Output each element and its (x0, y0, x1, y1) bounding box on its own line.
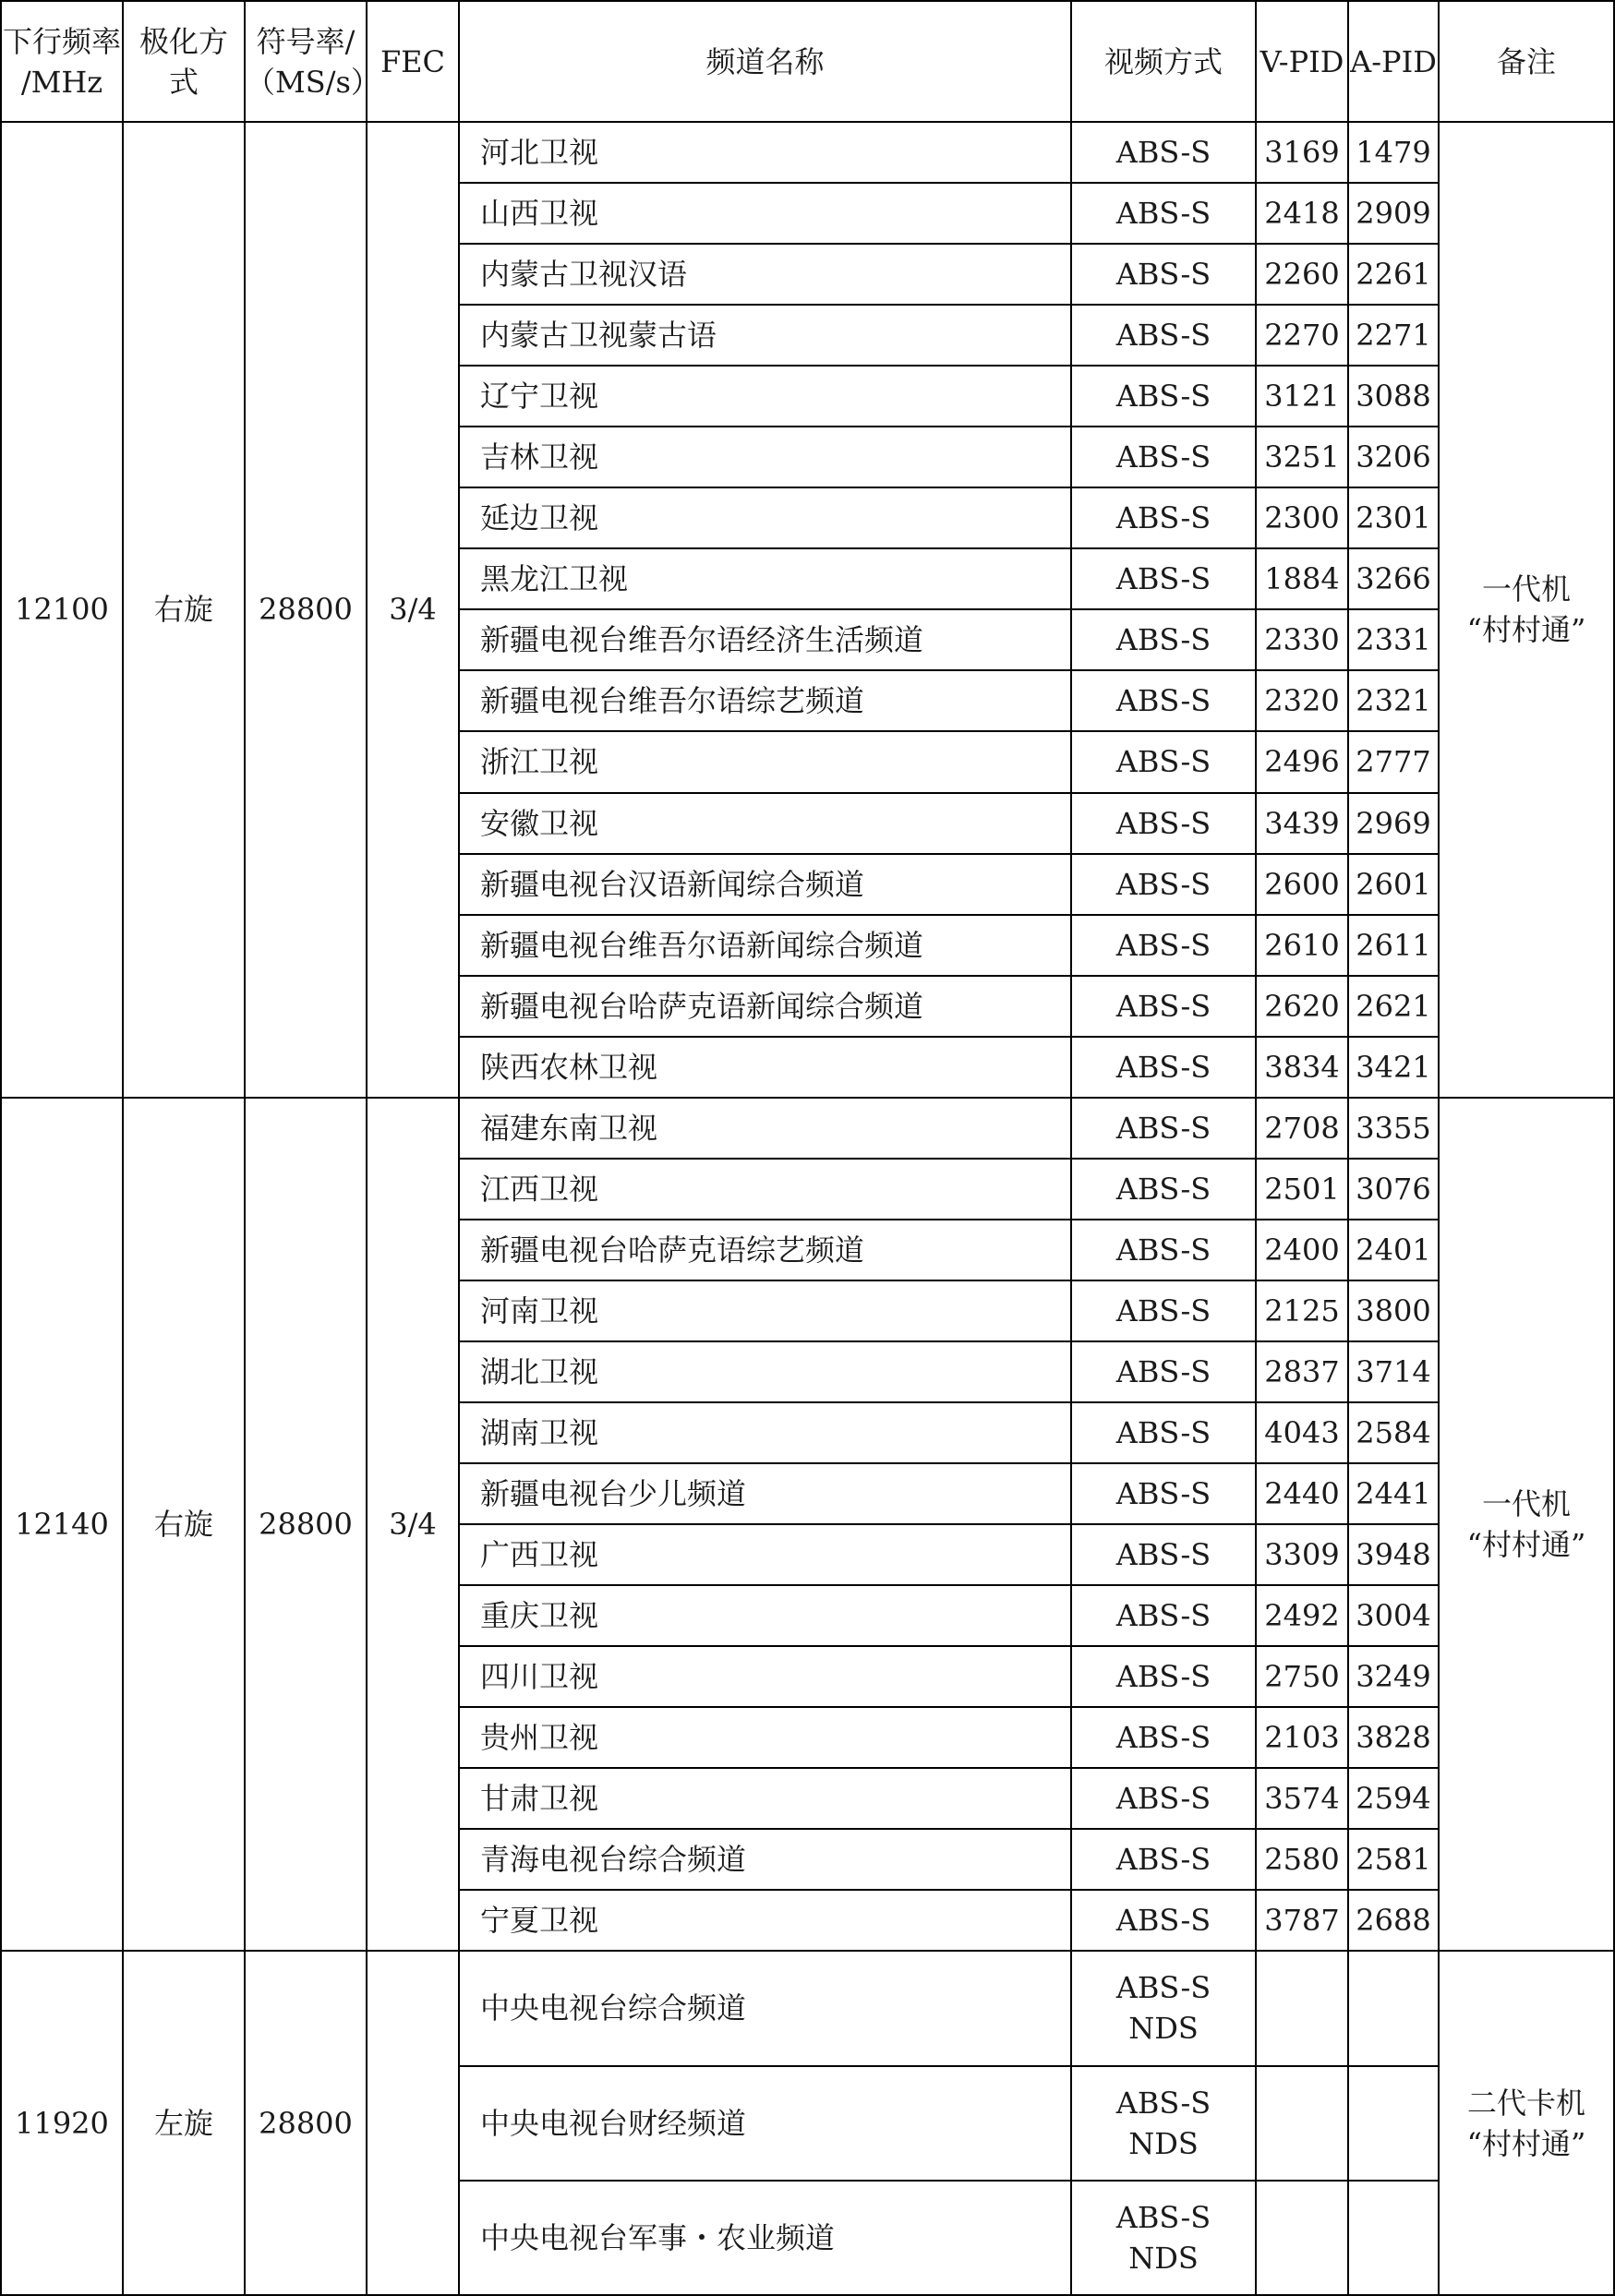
video-mode-cell: ABS-S (1071, 1280, 1256, 1341)
table-row (1, 1951, 1614, 2065)
note-cell: 一代机 “村村通” (1439, 1098, 1614, 1952)
v-pid-cell: 2260 (1256, 244, 1348, 305)
polarization-cell: 左旋 (123, 1951, 245, 2295)
video-mode-cell: ABS-S (1071, 854, 1256, 915)
video-mode-cell: ABS-S (1071, 1220, 1256, 1280)
video-mode-cell: ABS-S (1071, 1341, 1256, 1402)
channel-name-cell: 青海电视台综合频道 (459, 1829, 1071, 1890)
header-note: 备注 (1439, 1, 1614, 122)
a-pid-cell: 2969 (1348, 793, 1439, 854)
v-pid-cell: 2125 (1256, 1280, 1348, 1341)
video-mode-cell: ABS-S (1071, 1768, 1256, 1829)
v-pid-cell: 2300 (1256, 487, 1348, 548)
v-pid-cell: 2320 (1256, 670, 1348, 731)
header-channel-name: 频道名称 (459, 1, 1071, 122)
channel-name-cell: 新疆电视台哈萨克语新闻综合频道 (459, 976, 1071, 1037)
video-mode-cell: ABS-S (1071, 731, 1256, 792)
a-pid-cell: 2301 (1348, 487, 1439, 548)
v-pid-cell: 3309 (1256, 1524, 1348, 1585)
video-mode-cell: ABS-S (1071, 1890, 1256, 1951)
video-mode-cell: ABS-S (1071, 305, 1256, 366)
video-mode-cell: ABS-S (1071, 670, 1256, 731)
header-fec: FEC (367, 1, 459, 122)
channel-name-cell: 中央电视台财经频道 (459, 2066, 1071, 2181)
channel-name-cell: 辽宁卫视 (459, 366, 1071, 427)
fec-cell: 3/4 (367, 1098, 459, 1952)
video-mode-cell: ABS-S (1071, 548, 1256, 609)
a-pid-cell: 2601 (1348, 854, 1439, 915)
v-pid-cell (1256, 2066, 1348, 2181)
v-pid-cell: 3121 (1256, 366, 1348, 427)
video-mode-cell: ABS-S (1071, 1159, 1256, 1220)
symbol-rate-cell: 28800 (245, 1951, 367, 2295)
video-mode-cell: ABS-S (1071, 1585, 1256, 1646)
v-pid-cell: 2400 (1256, 1220, 1348, 1280)
a-pid-cell: 3249 (1348, 1646, 1439, 1707)
a-pid-cell: 3206 (1348, 427, 1439, 487)
header-v-pid: V-PID (1256, 1, 1348, 122)
channel-name-cell: 延边卫视 (459, 487, 1071, 548)
fec-cell (367, 1951, 459, 2295)
freq-cell: 11920 (1, 1951, 123, 2295)
a-pid-cell: 2441 (1348, 1463, 1439, 1524)
note-cell: 二代卡机 “村村通” (1439, 1951, 1614, 2295)
video-mode-cell: ABS-S (1071, 1098, 1256, 1159)
v-pid-cell: 4043 (1256, 1402, 1348, 1463)
table-row (1, 122, 1614, 183)
fec-cell: 3/4 (367, 122, 459, 1098)
a-pid-cell: 2688 (1348, 1890, 1439, 1951)
channel-name-cell: 安徽卫视 (459, 793, 1071, 854)
v-pid-cell (1256, 1951, 1348, 2065)
channel-name-cell: 中央电视台综合频道 (459, 1951, 1071, 2065)
channel-name-cell: 吉林卫视 (459, 427, 1071, 487)
video-mode-cell: ABS-S (1071, 183, 1256, 244)
v-pid-cell: 2496 (1256, 731, 1348, 792)
note-cell: 一代机 “村村通” (1439, 122, 1614, 1098)
a-pid-cell: 3421 (1348, 1037, 1439, 1098)
polarization-cell: 右旋 (123, 1098, 245, 1952)
channel-name-cell: 新疆电视台汉语新闻综合频道 (459, 854, 1071, 915)
video-mode-cell: ABS-S (1071, 1707, 1256, 1768)
channel-name-cell: 山西卫视 (459, 183, 1071, 244)
video-mode-cell: ABS-S (1071, 487, 1256, 548)
channel-name-cell: 甘肃卫视 (459, 1768, 1071, 1829)
v-pid-cell: 2103 (1256, 1707, 1348, 1768)
a-pid-cell: 3948 (1348, 1524, 1439, 1585)
video-mode-cell: ABS-S (1071, 366, 1256, 427)
a-pid-cell: 2621 (1348, 976, 1439, 1037)
channel-name-cell: 宁夏卫视 (459, 1890, 1071, 1951)
video-mode-cell: ABS-S NDS (1071, 1951, 1256, 2065)
a-pid-cell: 2777 (1348, 731, 1439, 792)
channel-name-cell: 内蒙古卫视蒙古语 (459, 305, 1071, 366)
video-mode-cell: ABS-S (1071, 1646, 1256, 1707)
v-pid-cell: 2600 (1256, 854, 1348, 915)
channel-name-cell: 湖南卫视 (459, 1402, 1071, 1463)
header-video-mode: 视频方式 (1071, 1, 1256, 122)
video-mode-cell: ABS-S (1071, 915, 1256, 976)
v-pid-cell: 3787 (1256, 1890, 1348, 1951)
video-mode-cell: ABS-S (1071, 1463, 1256, 1524)
channel-name-cell: 新疆电视台维吾尔语综艺频道 (459, 670, 1071, 731)
a-pid-cell (1348, 1951, 1439, 2065)
a-pid-cell: 2271 (1348, 305, 1439, 366)
header-polarization: 极化方 式 (123, 1, 245, 122)
channel-name-cell: 贵州卫视 (459, 1707, 1071, 1768)
v-pid-cell: 1884 (1256, 548, 1348, 609)
video-mode-cell: ABS-S (1071, 976, 1256, 1037)
a-pid-cell: 3076 (1348, 1159, 1439, 1220)
channel-name-cell: 湖北卫视 (459, 1341, 1071, 1402)
a-pid-cell: 2581 (1348, 1829, 1439, 1890)
table-row (1, 1098, 1614, 1159)
v-pid-cell: 2610 (1256, 915, 1348, 976)
v-pid-cell (1256, 2181, 1348, 2295)
a-pid-cell: 2331 (1348, 609, 1439, 670)
v-pid-cell: 2501 (1256, 1159, 1348, 1220)
freq-cell: 12100 (1, 122, 123, 1098)
channel-name-cell: 新疆电视台哈萨克语综艺频道 (459, 1220, 1071, 1280)
a-pid-cell: 2909 (1348, 183, 1439, 244)
a-pid-cell: 3800 (1348, 1280, 1439, 1341)
channel-name-cell: 内蒙古卫视汉语 (459, 244, 1071, 305)
channel-name-cell: 陕西农林卫视 (459, 1037, 1071, 1098)
channel-name-cell: 四川卫视 (459, 1646, 1071, 1707)
a-pid-cell: 2261 (1348, 244, 1439, 305)
video-mode-cell: ABS-S (1071, 122, 1256, 183)
symbol-rate-cell: 28800 (245, 122, 367, 1098)
a-pid-cell (1348, 2066, 1439, 2181)
channel-name-cell: 河南卫视 (459, 1280, 1071, 1341)
channel-name-cell: 重庆卫视 (459, 1585, 1071, 1646)
channel-name-cell: 浙江卫视 (459, 731, 1071, 792)
v-pid-cell: 3251 (1256, 427, 1348, 487)
channel-name-cell: 河北卫视 (459, 122, 1071, 183)
a-pid-cell: 3355 (1348, 1098, 1439, 1159)
video-mode-cell: ABS-S NDS (1071, 2181, 1256, 2295)
a-pid-cell: 3714 (1348, 1341, 1439, 1402)
v-pid-cell: 3169 (1256, 122, 1348, 183)
header-symbol-rate: 符号率/ （MS/s） (245, 1, 367, 122)
video-mode-cell: ABS-S (1071, 427, 1256, 487)
symbol-rate-cell: 28800 (245, 1098, 367, 1952)
a-pid-cell: 2611 (1348, 915, 1439, 976)
a-pid-cell: 2321 (1348, 670, 1439, 731)
v-pid-cell: 3574 (1256, 1768, 1348, 1829)
video-mode-cell: ABS-S (1071, 1524, 1256, 1585)
channel-name-cell: 福建东南卫视 (459, 1098, 1071, 1159)
v-pid-cell: 2580 (1256, 1829, 1348, 1890)
v-pid-cell: 2620 (1256, 976, 1348, 1037)
a-pid-cell (1348, 2181, 1439, 2295)
channel-name-cell: 江西卫视 (459, 1159, 1071, 1220)
v-pid-cell: 2270 (1256, 305, 1348, 366)
v-pid-cell: 2837 (1256, 1341, 1348, 1402)
channel-name-cell: 新疆电视台少儿频道 (459, 1463, 1071, 1524)
v-pid-cell: 2330 (1256, 609, 1348, 670)
video-mode-cell: ABS-S (1071, 1037, 1256, 1098)
header-row (1, 1, 1614, 122)
video-mode-cell: ABS-S (1071, 1829, 1256, 1890)
a-pid-cell: 3088 (1348, 366, 1439, 427)
video-mode-cell: ABS-S (1071, 793, 1256, 854)
v-pid-cell: 3439 (1256, 793, 1348, 854)
v-pid-cell: 2750 (1256, 1646, 1348, 1707)
v-pid-cell: 2708 (1256, 1098, 1348, 1159)
polarization-cell: 右旋 (123, 122, 245, 1098)
channel-name-cell: 黑龙江卫视 (459, 548, 1071, 609)
channel-name-cell: 中央电视台军事・农业频道 (459, 2181, 1071, 2295)
video-mode-cell: ABS-S (1071, 244, 1256, 305)
v-pid-cell: 2492 (1256, 1585, 1348, 1646)
freq-cell: 12140 (1, 1098, 123, 1952)
v-pid-cell: 2418 (1256, 183, 1348, 244)
channel-name-cell: 新疆电视台维吾尔语新闻综合频道 (459, 915, 1071, 976)
channel-name-cell: 新疆电视台维吾尔语经济生活频道 (459, 609, 1071, 670)
a-pid-cell: 2594 (1348, 1768, 1439, 1829)
header-freq: 下行频率 /MHz (1, 1, 123, 122)
a-pid-cell: 3828 (1348, 1707, 1439, 1768)
v-pid-cell: 2440 (1256, 1463, 1348, 1524)
a-pid-cell: 3266 (1348, 548, 1439, 609)
a-pid-cell: 3004 (1348, 1585, 1439, 1646)
video-mode-cell: ABS-S NDS (1071, 2066, 1256, 2181)
header-a-pid: A-PID (1348, 1, 1439, 122)
video-mode-cell: ABS-S (1071, 609, 1256, 670)
video-mode-cell: ABS-S (1071, 1402, 1256, 1463)
v-pid-cell: 3834 (1256, 1037, 1348, 1098)
channel-name-cell: 广西卫视 (459, 1524, 1071, 1585)
a-pid-cell: 1479 (1348, 122, 1439, 183)
a-pid-cell: 2401 (1348, 1220, 1439, 1280)
a-pid-cell: 2584 (1348, 1402, 1439, 1463)
